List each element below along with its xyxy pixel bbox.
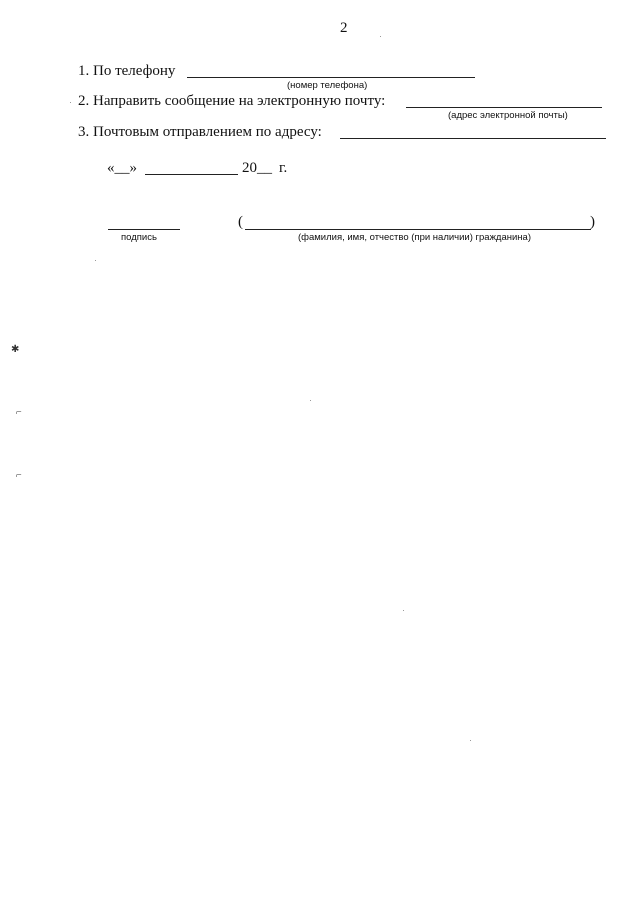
signature-line[interactable] bbox=[108, 229, 180, 230]
page-number: 2 bbox=[340, 20, 348, 36]
date-year-suffix: г. bbox=[279, 160, 288, 176]
name-caption: (фамилия, имя, отчество (при наличии) гражданина) bbox=[298, 232, 532, 243]
scan-dot bbox=[403, 610, 404, 611]
scan-dot bbox=[95, 260, 96, 261]
date-month-line[interactable] bbox=[145, 174, 238, 175]
scan-speck-mark: ✱ bbox=[11, 344, 20, 355]
scan-dot bbox=[470, 740, 471, 741]
phone-label: 1. По телефону bbox=[78, 63, 176, 79]
scan-speck-mark: ⌐ bbox=[16, 470, 22, 481]
email-line[interactable] bbox=[406, 107, 602, 108]
scan-dot bbox=[380, 36, 381, 37]
name-paren-close: ) bbox=[590, 214, 595, 230]
name-line[interactable] bbox=[245, 229, 591, 230]
name-paren-open: ( bbox=[238, 214, 243, 230]
postal-line[interactable] bbox=[340, 138, 606, 139]
signature-caption: подпись bbox=[121, 232, 157, 243]
postal-label: 3. Почтовым отправлением по адресу: bbox=[78, 124, 322, 140]
email-label: 2. Направить сообщение на электронную почту: bbox=[78, 93, 386, 109]
phone-line[interactable] bbox=[187, 77, 475, 78]
email-caption: (адрес электронной почты) bbox=[448, 110, 568, 121]
scan-dot bbox=[70, 102, 71, 103]
scan-dot bbox=[310, 400, 311, 401]
date-day: «__» bbox=[107, 160, 137, 176]
phone-caption: (номер телефона) bbox=[287, 80, 368, 91]
date-year: 20__ bbox=[242, 160, 272, 176]
scan-speck-mark: ⌐ bbox=[16, 407, 22, 418]
